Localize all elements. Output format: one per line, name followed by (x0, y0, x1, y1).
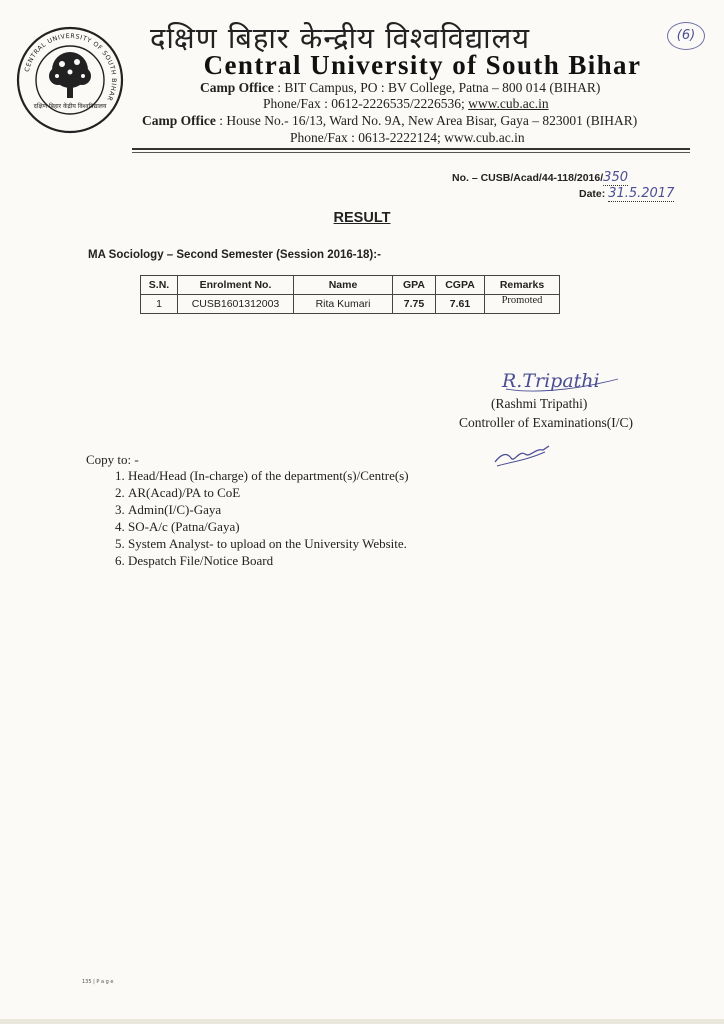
logo-motto: दक्षिण बिहार केंद्रीय विश्वविद्यालय (33, 103, 107, 110)
header-divider (132, 148, 690, 150)
handwritten-ref-number: 350 (603, 170, 628, 185)
cell-name: Rita Kumari (294, 295, 393, 314)
column-header-cgpa: CGPA (436, 276, 485, 295)
cell-cgpa: 7.61 (436, 295, 485, 314)
handwritten-date: 31.5.2017 (608, 186, 675, 201)
column-header-name: Name (294, 276, 393, 295)
camp-office-1-address: Camp Office : BIT Campus, PO : BV College, Patna – 800 014 (BIHAR) (200, 80, 601, 95)
handwritten-page-mark: (6) (667, 22, 705, 50)
university-logo (16, 26, 124, 134)
list-item: 3. Admin(I/C)-Gaya (128, 501, 409, 518)
university-name-hindi: दक्षिण बिहार केन्द्रीय विश्वविद्यालय (150, 21, 531, 55)
website-link[interactable]: www.cub.ac.in (468, 96, 549, 111)
university-name: Central University of South Bihar (203, 50, 642, 80)
document-date: Date: 31.5.2017 (579, 186, 675, 201)
cell-sn: 1 (141, 295, 178, 314)
table-header-row (141, 276, 560, 295)
copy-to-label: Copy to: - (86, 452, 139, 467)
scan-edge (0, 1019, 724, 1024)
camp-office-1-phone: Phone/Fax : 0612-2226535/2226536; www.cub.ac.in (263, 96, 549, 111)
page-footer-mark: 135 | P a g e (82, 979, 114, 985)
column-header-remarks: Remarks (485, 276, 560, 295)
signatory-name: (Rashmi Tripathi) (491, 396, 588, 411)
list-item: 4. SO-A/c (Patna/Gaya) (128, 518, 409, 535)
result-table (140, 275, 560, 314)
list-item: 1. Head/Head (In-charge) of the department(s)/Centre(s) (128, 467, 409, 484)
handwritten-initials (487, 440, 557, 470)
column-header-sn: S.N. (141, 276, 178, 295)
logo-ring-text: CENTRAL UNIVERSITY OF SOUTH BIHAR (23, 32, 118, 103)
list-item: 2. AR(Acad)/PA to CoE (128, 484, 409, 501)
programme-subtitle: MA Sociology – Second Semester (Session 2016-18):- (88, 249, 381, 261)
result-heading: RESULT (333, 210, 391, 226)
copy-to-list (104, 467, 409, 570)
signatory-title: Controller of Examinations(I/C) (459, 415, 633, 430)
camp-office-2-phone: Phone/Fax : 0613-2222124; www.cub.ac.in (290, 130, 525, 145)
camp-office-2-address: Camp Office : House No.- 16/13, Ward No. 9A, New Area Bisar, Gaya – 823001 (BIHAR) (142, 113, 638, 128)
cell-remarks: Promoted (485, 295, 560, 314)
camp-office-label: Camp Office (200, 80, 274, 95)
column-header-enrolment: Enrolment No. (178, 276, 294, 295)
cell-enrolment: CUSB1601312003 (178, 295, 294, 314)
reference-number: No. – CUSB/Acad/44-118/2016/350 (452, 170, 628, 185)
cell-gpa: 7.75 (393, 295, 436, 314)
column-header-gpa: GPA (393, 276, 436, 295)
header-divider-thin (132, 152, 690, 153)
camp-office-label: Camp Office (142, 113, 216, 128)
svg-text:R.Tripathi: R.Tripathi (502, 370, 600, 392)
list-item: 5. System Analyst- to upload on the University Website. (128, 535, 409, 552)
handwritten-signature (498, 365, 628, 395)
table-row (141, 295, 560, 314)
list-item: 6. Despatch File/Notice Board (128, 552, 409, 569)
